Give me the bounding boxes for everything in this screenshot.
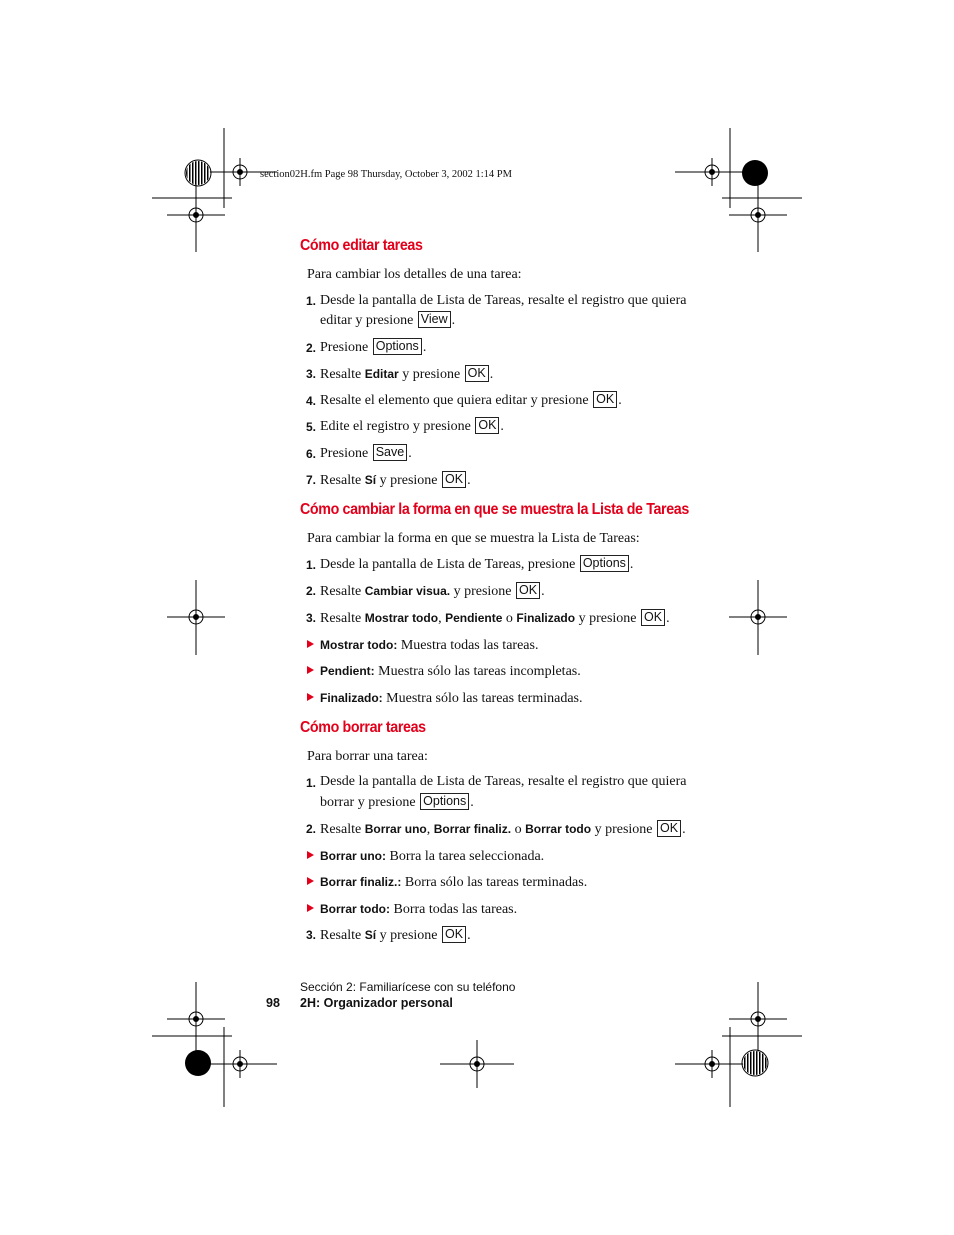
- step-number: 4.: [306, 394, 317, 408]
- section-title-delete: Cómo borrar tareas: [300, 719, 426, 736]
- step-number: 2.: [306, 584, 317, 598]
- file-header: section02H.fm Page 98 Thursday, October 3, 2002 1:14 PM: [260, 169, 512, 180]
- section-title-edit: Cómo editar tareas: [300, 237, 423, 254]
- bullet-triangle-icon: [307, 693, 314, 701]
- options-key: Options: [373, 338, 422, 355]
- step-number: 2.: [306, 822, 317, 836]
- step-number: 1.: [306, 294, 317, 308]
- options-key: Options: [420, 793, 469, 810]
- view-step-3: Resalte Mostrar todo, Pendiente o Finalizado y presione OK .: [320, 610, 670, 626]
- view-step-2: Resalte Cambiar visua. y presione OK .: [320, 583, 545, 599]
- ok-key: OK: [442, 471, 466, 488]
- step-number: 1.: [306, 558, 317, 572]
- intro-view: Para cambiar la forma en que se muestra la Lista de Tareas:: [307, 531, 640, 546]
- edit-step-1-cont: editar y presione View .: [320, 312, 456, 328]
- step-number: 3.: [306, 611, 317, 625]
- view-step-1: Desde la pantalla de Lista de Tareas, presione Options .: [320, 556, 634, 572]
- page-number: 98: [266, 996, 280, 1010]
- edit-step-6: Presione Save .: [320, 445, 412, 461]
- ok-key: OK: [593, 391, 617, 408]
- delete-bullet-2: Borrar finaliz.: Borra sólo las tareas terminadas.: [320, 875, 588, 890]
- edit-step-3: Resalte Editar y presione OK .: [320, 366, 494, 382]
- step-number: 3.: [306, 928, 317, 942]
- view-bullet-1: Mostrar todo: Muestra todas las tareas.: [320, 638, 539, 653]
- section-title-view: Cómo cambiar la forma en que se muestra la Lista de Tareas: [300, 501, 689, 518]
- delete-bullet-1: Borrar uno: Borra la tarea seleccionada.: [320, 849, 545, 864]
- footer-section: Sección 2: Familiarícese con su teléfono: [300, 980, 516, 994]
- edit-step-2: Presione Options .: [320, 339, 427, 355]
- footer-chapter: 2H: Organizador personal: [300, 996, 453, 1010]
- step-number: 6.: [306, 447, 317, 461]
- bullet-triangle-icon: [307, 640, 314, 648]
- step-number: 3.: [306, 367, 317, 381]
- view-bullet-2: Pendient: Muestra sólo las tareas incompletas.: [320, 664, 581, 679]
- view-bullet-3: Finalizado: Muestra sólo las tareas terminadas.: [320, 691, 583, 706]
- delete-step-1: Desde la pantalla de Lista de Tareas, resalte el registro que quiera: [320, 774, 687, 789]
- view-key: View: [418, 311, 451, 328]
- bullet-triangle-icon: [307, 666, 314, 674]
- intro-delete: Para borrar una tarea:: [307, 749, 428, 764]
- ok-key: OK: [475, 417, 499, 434]
- bullet-triangle-icon: [307, 904, 314, 912]
- step-number: 5.: [306, 420, 317, 434]
- ok-key: OK: [465, 365, 489, 382]
- step-number: 1.: [306, 776, 317, 790]
- ok-key: OK: [442, 926, 466, 943]
- intro-edit: Para cambiar los detalles de una tarea:: [307, 267, 522, 282]
- delete-step-2: Resalte Borrar uno, Borrar finaliz. o Borrar todo y presione OK .: [320, 821, 686, 837]
- edit-step-5: Edite el registro y presione OK .: [320, 418, 504, 434]
- delete-step-3: Resalte Sí y presione OK .: [320, 927, 471, 943]
- edit-step-1: Desde la pantalla de Lista de Tareas, resalte el registro que quiera: [320, 293, 687, 308]
- bullet-triangle-icon: [307, 877, 314, 885]
- edit-step-4: Resalte el elemento que quiera editar y presione OK .: [320, 392, 622, 408]
- ok-key: OK: [516, 582, 540, 599]
- options-key: Options: [580, 555, 629, 572]
- ok-key: OK: [641, 609, 665, 626]
- delete-bullet-3: Borrar todo: Borra todas las tareas.: [320, 902, 518, 917]
- step-number: 7.: [306, 473, 317, 487]
- edit-step-7: Resalte Sí y presione OK .: [320, 472, 471, 488]
- save-key: Save: [373, 444, 408, 461]
- ok-key: OK: [657, 820, 681, 837]
- step-number: 2.: [306, 341, 317, 355]
- delete-step-1-cont: borrar y presione Options .: [320, 794, 474, 810]
- bullet-triangle-icon: [307, 851, 314, 859]
